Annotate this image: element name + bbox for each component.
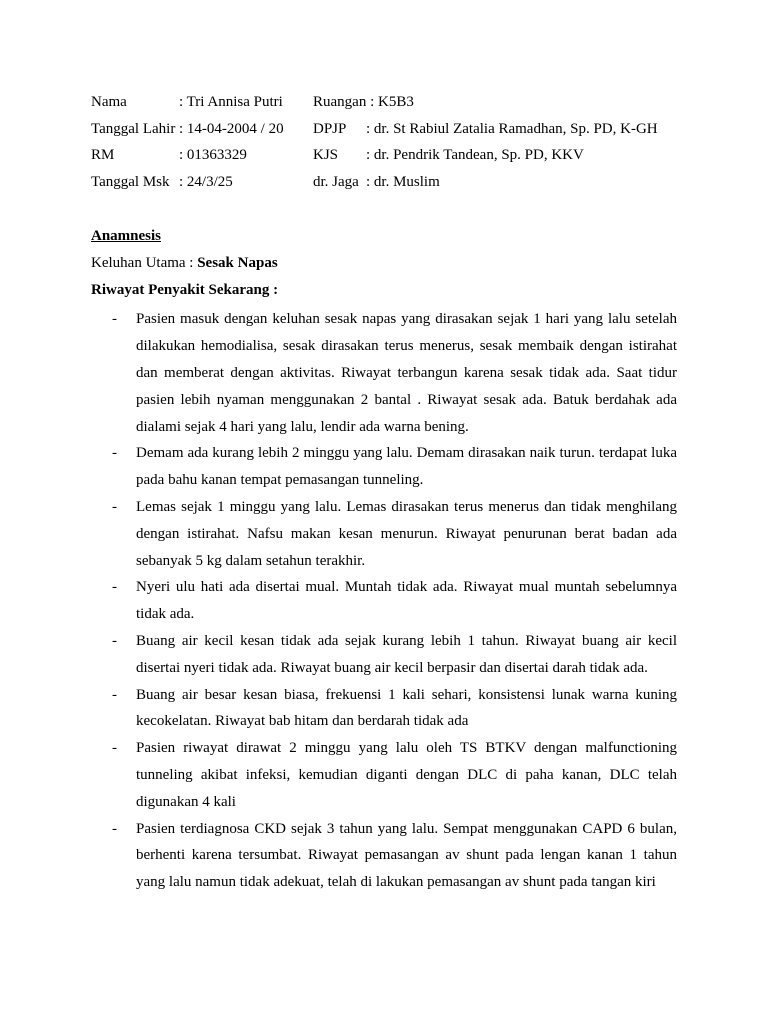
header-row-nama — [91, 92, 691, 119]
list-item-text: Buang air kecil kesan tidak ada sejak kurang lebih 1 tahun. Riwayat buang air kecil disertai nyeri tidak ada. Riwayat buang air kecil berpasir dan disertai darah tidak ada. — [136, 632, 677, 676]
tgl-lahir-value: : 14-04-2004 / 20 — [179, 120, 284, 137]
list-item-text: Demam ada kurang lebih 2 minggu yang lalu. Demam dirasakan naik turun. terdapat luka pada bahu kanan tempat pemasangan tunneling. — [136, 445, 677, 489]
list-item — [91, 440, 677, 494]
list-item — [91, 574, 677, 628]
rm-label: RM — [91, 147, 115, 164]
nama-value: : Tri Annisa Putri — [179, 94, 283, 110]
list-item — [91, 816, 677, 896]
list-bullet: - — [112, 686, 117, 703]
jaga-label: dr. Jaga — [313, 173, 359, 190]
nama-label: Nama — [91, 94, 127, 110]
dpjp-value: : dr. St Rabiul Zatalia Ramadhan, Sp. PD, K-GH — [366, 120, 658, 137]
list-bullet: - — [112, 498, 117, 515]
list-item — [91, 628, 677, 682]
rps-list — [91, 306, 677, 896]
ruangan-text: Ruangan : K5B3 — [313, 94, 414, 110]
keluhan-utama-line — [91, 253, 677, 280]
list-bullet: - — [112, 820, 117, 837]
anamnesis-heading: Anamnesis — [91, 228, 162, 244]
anamnesis-section — [91, 226, 677, 896]
rps-heading: Riwayat Penyakit Sekarang : — [91, 281, 279, 298]
list-item-text: Buang air besar kesan biasa, frekuensi 1 kali sehari, konsistensi lunak warna kuning kecokelatan. Riwayat bab hitam dan berdarah tidak ada — [136, 686, 677, 730]
list-bullet: - — [112, 445, 117, 462]
list-item-text: Nyeri ulu hati ada disertai mual. Muntah tidak ada. Riwayat mual muntah sebelumnya tidak ada. — [136, 579, 677, 623]
header-row-tgl-lahir — [91, 119, 691, 146]
rm-value: : 01363329 — [179, 147, 247, 164]
list-item-text: Pasien riwayat dirawat 2 minggu yang lalu oleh TS BTKV dengan malfunctioning tunneling akibat infeksi, kemudian diganti dengan DLC di paha kanan, DLC telah digunakan 4 kali — [136, 740, 677, 810]
list-item — [91, 494, 677, 574]
list-bullet: - — [112, 311, 117, 328]
tgl-lahir-label: Tanggal Lahir — [91, 120, 176, 137]
kjs-value: : dr. Pendrik Tandean, Sp. PD, KKV — [366, 147, 584, 164]
list-item-text: Lemas sejak 1 minggu yang lalu. Lemas dirasakan terus menerus dan tidak menghilang dengan istirahat. Nafsu makan kesan menurun. Riwayat penurunan berat badan ada sebanyak 5 kg dalam setahun terakhir. — [136, 498, 677, 569]
anamnesis-heading-line — [91, 226, 677, 253]
list-item — [91, 735, 677, 815]
list-bullet: - — [112, 579, 117, 596]
patient-header — [91, 92, 691, 198]
keluhan-utama-label: Keluhan Utama : — [91, 254, 198, 271]
keluhan-utama-value: Sesak Napas — [197, 254, 278, 271]
list-item-text: Pasien masuk dengan keluhan sesak napas yang dirasakan sejak 1 hari yang lalu setelah dilakukan hemodialisa, sesak dirasakan terus menerus, sesak membaik dengan istirahat dan memberat dengan aktivitas. Riwayat terbangun karena sesak tidak ada. Saat tidur pasien lebih nyaman menggunakan 2 bantal . Riwayat sesak ada. Batuk berdahak ada dialami sejak 4 hari yang lalu, lendir ada warna bening. — [136, 311, 677, 435]
list-bullet: - — [112, 632, 117, 649]
list-bullet: - — [112, 740, 117, 757]
tgl-msk-label: Tanggal Msk — [91, 173, 170, 190]
header-row-rm — [91, 145, 691, 172]
rps-heading-line — [91, 280, 677, 307]
header-row-tgl-msk — [91, 172, 691, 199]
jaga-value: : dr. Muslim — [366, 173, 440, 190]
dpjp-label: DPJP — [313, 120, 347, 137]
list-item-text: Pasien terdiagnosa CKD sejak 3 tahun yang lalu. Sempat menggunakan CAPD 6 bulan, berhenti karena tersumbat. Riwayat pemasangan av shunt pada lengan kanan 1 tahun yang lalu namun tidak adekuat, telah di lakukan pemasangan av shunt pada tangan kiri — [136, 820, 677, 891]
kjs-label: KJS — [313, 147, 339, 164]
tgl-msk-value: : 24/3/25 — [179, 173, 233, 190]
list-item — [91, 682, 677, 736]
list-item — [91, 306, 677, 440]
